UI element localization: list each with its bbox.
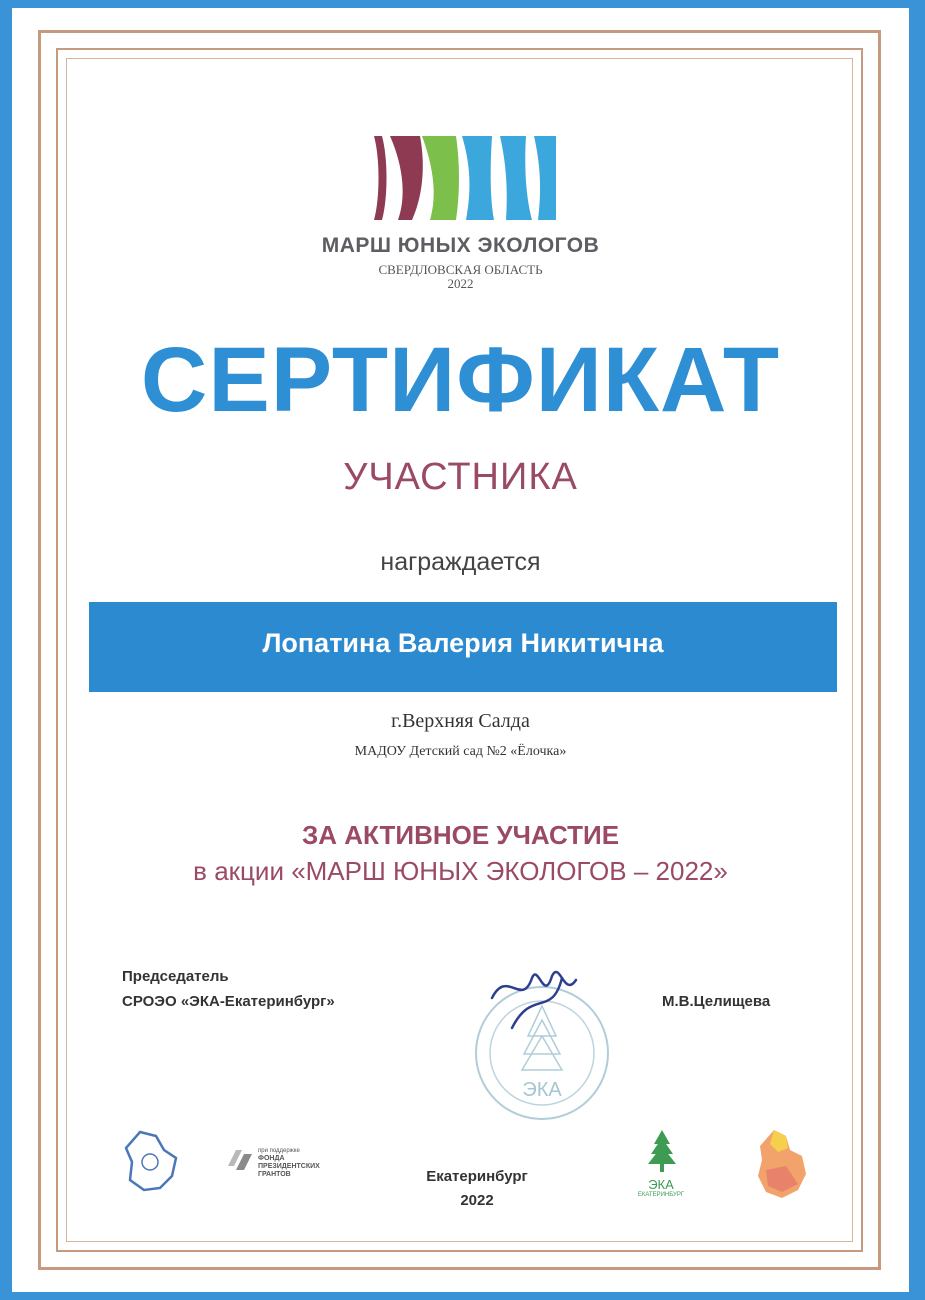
stamp-signature-icon: [452, 958, 632, 1128]
recipient-organization: МАДОУ Детский сад №2 «Ёлочка»: [354, 744, 567, 759]
reason-line-1: ЗА АКТИВНОЕ УЧАСТИЕ: [301, 820, 620, 850]
footer-year: 2022: [460, 1192, 494, 1209]
fund-caption: при поддержке ФОНДА ПРЕЗИДЕНТСКИХ ГРАНТОВ: [258, 1148, 320, 1178]
march-logo-icon: [360, 128, 565, 228]
signatory-role: Председатель: [122, 968, 229, 985]
recipient-city: г.Верхняя Салда: [391, 710, 530, 732]
logo-title: МАРШ ЮНЫХ ЭКОЛОГОВ: [321, 234, 600, 257]
eka-tree-logo-icon: [642, 1128, 682, 1178]
reason-line-2: в акции «МАРШ ЮНЫХ ЭКОЛОГОВ – 2022»: [193, 856, 728, 886]
svg-text:ЭКА: ЭКА: [522, 1079, 562, 1101]
recipient-name-band: [89, 602, 837, 692]
footer-city: Екатеринбург: [426, 1168, 528, 1185]
presidential-grants-fund-icon: [224, 1146, 256, 1174]
certificate-subtitle: УЧАСТНИКА: [343, 456, 578, 498]
certificate-title: СЕРТИФИКАТ: [140, 329, 781, 431]
signatory-org: СРОЭО «ЭКА-Екатеринбург»: [122, 993, 335, 1010]
sverdlovsk-region-emblem-icon: [122, 1128, 182, 1198]
signatory-name: М.В.Целищева: [662, 993, 771, 1010]
eka-logo-subtext: ЕКАТЕРИНБУРГ: [637, 1192, 685, 1198]
awarded-text: награждается: [380, 548, 541, 576]
logo-year: 2022: [447, 276, 474, 291]
eka-logo-text: ЭКА: [648, 1177, 674, 1192]
recipient-name: Лопатина Валерия Никитична: [262, 628, 664, 658]
logo-region: СВЕРДЛОВСКАЯ ОБЛАСТЬ: [378, 262, 543, 277]
certificate-sheet: [12, 8, 909, 1292]
region-map-icon: [752, 1126, 812, 1202]
